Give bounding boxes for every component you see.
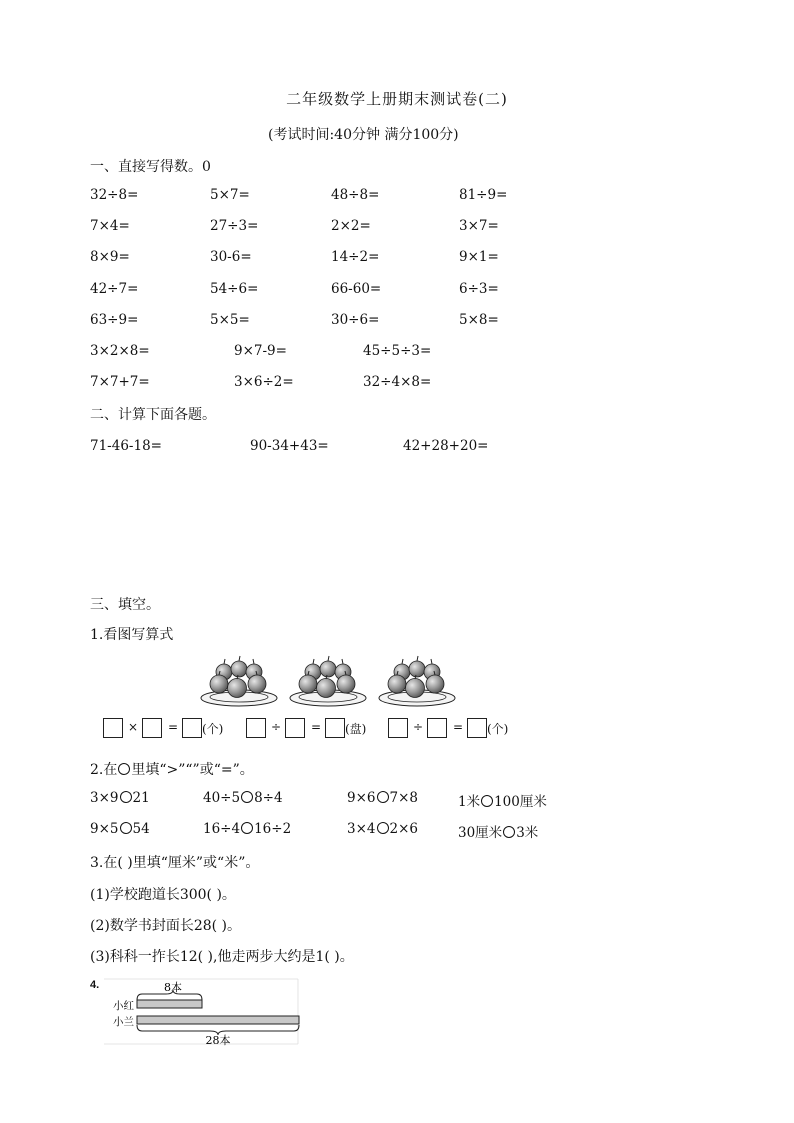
problem: 32÷4×8= [363, 374, 432, 390]
compare-right: 3米 [516, 825, 539, 841]
operator: = [168, 720, 179, 734]
compare-right: 7×8 [389, 790, 418, 806]
q2-label [90, 759, 254, 779]
section1-heading: 一、直接写得数。0 [90, 159, 211, 175]
problem: 63÷9= [90, 312, 139, 328]
problem: 7×7+7= [90, 374, 150, 390]
problem: 32÷8= [90, 187, 139, 203]
q3-item: (3)科科一拃长12( ),他走两步大约是1( )。 [90, 949, 354, 965]
plate-icon [201, 656, 277, 706]
problem: 90-34+43= [250, 438, 329, 454]
row1-label: 小红 [113, 1000, 134, 1012]
compare-left: 40÷5 [203, 790, 241, 806]
q1-label: 1.看图写算式 [90, 627, 174, 643]
problem: 3×6÷2= [234, 374, 294, 390]
problem: 3×7= [459, 218, 499, 234]
answer-circle[interactable] [377, 822, 389, 834]
problem: 8×9= [90, 249, 130, 265]
problem: 9×1= [459, 249, 499, 265]
problem: 2×2= [331, 218, 371, 234]
xiaohong-bar [137, 1000, 202, 1008]
answer-circle[interactable] [377, 791, 389, 803]
apple-plates-illustration [198, 654, 468, 714]
problem: 5×5= [210, 312, 250, 328]
compare-left: 16÷4 [203, 821, 241, 837]
answer-box[interactable] [427, 718, 447, 738]
problem: 45÷5÷3= [363, 343, 432, 359]
answer-box[interactable] [285, 718, 305, 738]
answer-box[interactable] [325, 718, 345, 738]
problem: 71-46-18= [90, 438, 162, 454]
answer-circle[interactable] [241, 791, 253, 803]
q3-item: (2)数学书封面长28( )。 [90, 918, 242, 934]
problem: 30-6= [210, 249, 252, 265]
answer-box[interactable] [467, 718, 487, 738]
compare-item [90, 821, 150, 837]
plate-icon [290, 656, 366, 706]
unit-label: (个) [202, 722, 224, 736]
operator: ÷ [271, 720, 282, 734]
compare-item [458, 821, 538, 841]
compare-item [347, 821, 418, 837]
top-value-label: 8本 [164, 981, 182, 994]
q2-label-b: 里填“>”“”或“=”。 [131, 762, 254, 778]
problem: 54÷6= [210, 281, 259, 297]
compare-left: 9×6 [347, 790, 376, 806]
page-title: 二年级数学上册期末测试卷(二) [286, 90, 508, 108]
operator: ÷ [413, 720, 424, 734]
answer-box[interactable] [388, 718, 408, 738]
problem: 5×8= [459, 312, 499, 328]
problem: 81÷9= [459, 187, 508, 203]
compare-right: 8÷4 [254, 790, 283, 806]
answer-box[interactable] [103, 718, 123, 738]
compare-item [458, 790, 547, 810]
answer-circle[interactable] [503, 826, 515, 838]
plate-icon [379, 656, 455, 706]
compare-right: 2×6 [389, 821, 418, 837]
answer-box[interactable] [246, 718, 266, 738]
problem: 66-60= [331, 281, 382, 297]
compare-item [203, 790, 283, 806]
q4-label: 4. [90, 979, 100, 991]
compare-item [90, 790, 150, 806]
problem: 14÷2= [331, 249, 380, 265]
problem: 48÷8= [331, 187, 380, 203]
q2-label-a: 2.在 [90, 762, 118, 778]
section2-heading: 二、计算下面各题。 [90, 407, 216, 423]
compare-left: 3×9 [90, 790, 119, 806]
problem: 9×7-9= [234, 343, 287, 359]
problem: 30÷6= [331, 312, 380, 328]
compare-right: 100厘米 [494, 794, 547, 810]
answer-box[interactable] [142, 718, 162, 738]
unit-label: (个) [487, 722, 509, 736]
unit-label: (盘) [345, 722, 367, 736]
operator: = [453, 720, 464, 734]
compare-left: 1米 [458, 794, 481, 810]
row2-label: 小兰 [113, 1016, 134, 1028]
problem: 27÷3= [210, 218, 259, 234]
compare-right: 16÷2 [254, 821, 292, 837]
problem: 6÷3= [459, 281, 499, 297]
problem: 42+28+20= [403, 438, 489, 454]
q3-item: (1)学校跑道长300( )。 [90, 887, 236, 903]
compare-left: 3×4 [347, 821, 376, 837]
exam-info: (考试时间:40分钟 满分100分) [268, 127, 459, 143]
compare-right: 21 [132, 790, 150, 806]
compare-left: 9×5 [90, 821, 119, 837]
compare-left: 30厘米 [458, 825, 503, 841]
q3-label: 3.在( )里填“厘米”或“米”。 [90, 855, 260, 871]
xiaolan-bar [137, 1016, 299, 1024]
q4-bar-diagram [100, 978, 304, 1050]
answer-circle[interactable] [481, 795, 493, 807]
operator: = [311, 720, 322, 734]
problem: 5×7= [210, 187, 250, 203]
problem: 42÷7= [90, 281, 139, 297]
compare-item [347, 790, 418, 806]
circle-icon [118, 763, 130, 775]
answer-circle[interactable] [241, 822, 253, 834]
answer-box[interactable] [182, 718, 202, 738]
answer-circle[interactable] [120, 791, 132, 803]
answer-circle[interactable] [120, 822, 132, 834]
operator: × [128, 720, 139, 734]
problem: 3×2×8= [90, 343, 150, 359]
compare-right: 54 [132, 821, 150, 837]
bottom-value-label: 28本 [205, 1034, 231, 1047]
compare-item [203, 821, 291, 837]
problem: 7×4= [90, 218, 130, 234]
section3-heading: 三、填空。 [90, 597, 160, 613]
